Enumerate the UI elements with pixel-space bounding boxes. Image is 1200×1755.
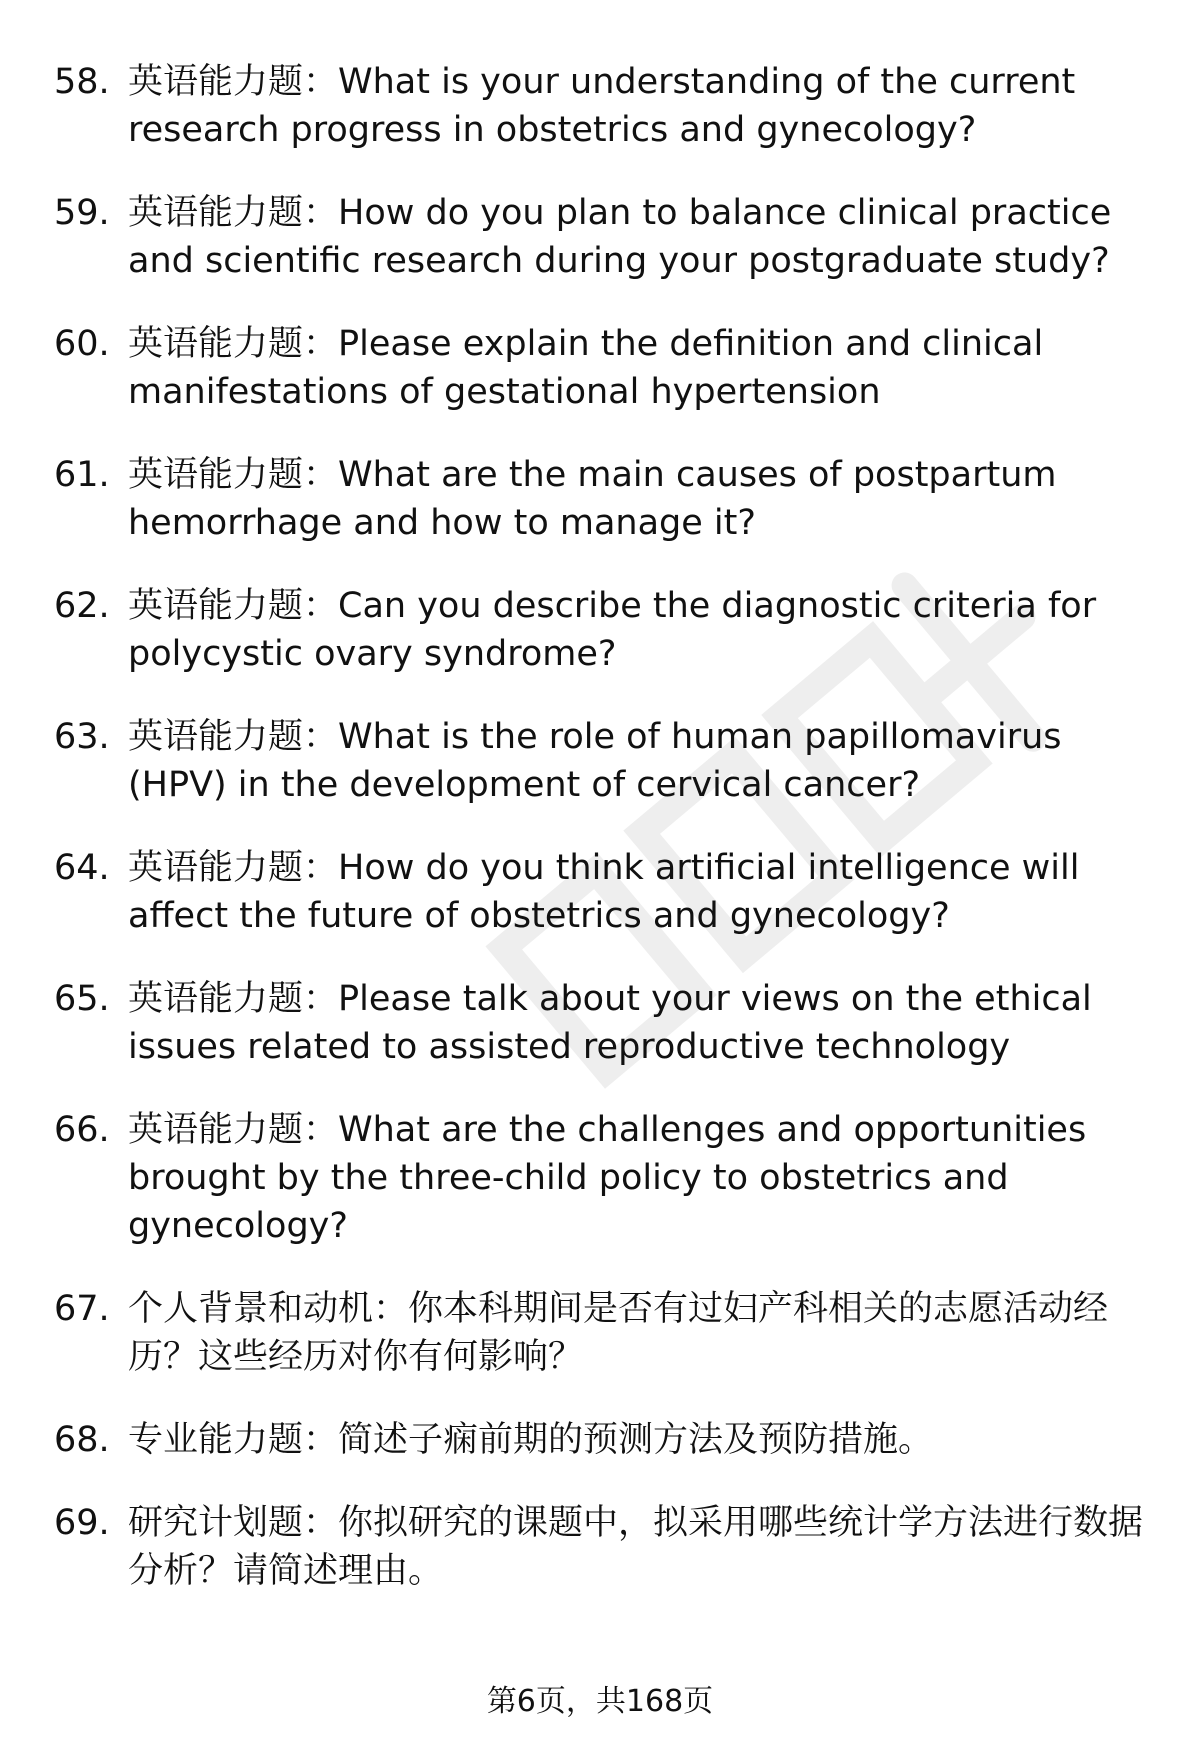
- question-item: [54, 844, 1144, 940]
- question-number: 63.: [54, 717, 110, 757]
- question-text: [128, 1106, 1144, 1250]
- question-item: [54, 1499, 1144, 1595]
- question-text: [128, 975, 1144, 1071]
- question-item: [54, 1285, 1144, 1381]
- question-text: [128, 582, 1144, 678]
- question-body: What is the role of human papillomavirus (HPV) in the development of cervical cancer?: [128, 717, 1062, 805]
- question-category: 英语能力题：: [128, 717, 339, 757]
- question-category: 英语能力题：: [128, 193, 339, 233]
- question-body: Please talk about your views on the ethical issues related to assisted reproductive technology: [128, 979, 1092, 1067]
- question-text: [128, 58, 1144, 154]
- question-number: 59.: [54, 193, 110, 233]
- question-body: How do you plan to balance clinical practice and scientific research during your postgraduate study?: [128, 193, 1112, 281]
- question-text: [128, 189, 1144, 285]
- question-number: 67.: [54, 1289, 110, 1329]
- question-number: 68.: [54, 1420, 110, 1460]
- question-item: [54, 713, 1144, 809]
- question-item: [54, 451, 1144, 547]
- question-number: 60.: [54, 324, 110, 364]
- question-number: 61.: [54, 455, 110, 495]
- question-text: [128, 451, 1144, 547]
- question-list: [54, 58, 1144, 1630]
- question-category: 个人背景和动机：: [128, 1289, 409, 1329]
- question-item: [54, 582, 1144, 678]
- question-number: 66.: [54, 1110, 110, 1150]
- question-item: [54, 1416, 1144, 1464]
- question-number: 69.: [54, 1503, 110, 1543]
- question-body: How do you think artificial intelligence will affect the future of obstetrics and gynecology?: [128, 848, 1080, 936]
- question-body: What is your understanding of the current research progress in obstetrics and gynecology?: [128, 62, 1076, 150]
- question-text: [128, 320, 1144, 416]
- question-category: 英语能力题：: [128, 586, 339, 626]
- question-number: 58.: [54, 62, 110, 102]
- question-item: [54, 1106, 1144, 1250]
- question-category: 英语能力题：: [128, 62, 339, 102]
- question-item: [54, 975, 1144, 1071]
- question-body: 你拟研究的课题中，拟采用哪些统计学方法进行数据分析？请简述理由。: [128, 1503, 1144, 1591]
- question-text: [128, 713, 1144, 809]
- question-category: 英语能力题：: [128, 1110, 339, 1150]
- question-number: 65.: [54, 979, 110, 1019]
- question-item: [54, 189, 1144, 285]
- question-body: Please explain the definition and clinical manifestations of gestational hypertension: [128, 324, 1044, 412]
- page-number-label: 第6页，共168页: [486, 1684, 714, 1719]
- question-body: 你本科期间是否有过妇产科相关的志愿活动经历？这些经历对你有何影响？: [128, 1289, 1109, 1377]
- question-body: What are the main causes of postpartum hemorrhage and how to manage it?: [128, 455, 1057, 543]
- question-item: [54, 320, 1144, 416]
- question-body: Can you describe the diagnostic criteria for polycystic ovary syndrome?: [128, 586, 1097, 674]
- question-category: 英语能力题：: [128, 848, 339, 888]
- page-footer: [0, 1682, 1200, 1722]
- question-category: 英语能力题：: [128, 324, 339, 364]
- question-category: 英语能力题：: [128, 455, 339, 495]
- question-body: What are the challenges and opportunities brought by the three-child policy to obstetrics and gynecology?: [128, 1110, 1087, 1246]
- question-body: 简述子痫前期的预测方法及预防措施。: [338, 1420, 934, 1460]
- question-category: 英语能力题：: [128, 979, 339, 1019]
- question-category: 专业能力题：: [128, 1420, 339, 1460]
- question-text: [128, 1285, 1144, 1381]
- question-text: [128, 1416, 1144, 1464]
- question-text: [128, 1499, 1144, 1595]
- question-item: [54, 58, 1144, 154]
- question-text: [128, 844, 1144, 940]
- question-category: 研究计划题：: [128, 1503, 339, 1543]
- question-number: 64.: [54, 848, 110, 888]
- question-number: 62.: [54, 586, 110, 626]
